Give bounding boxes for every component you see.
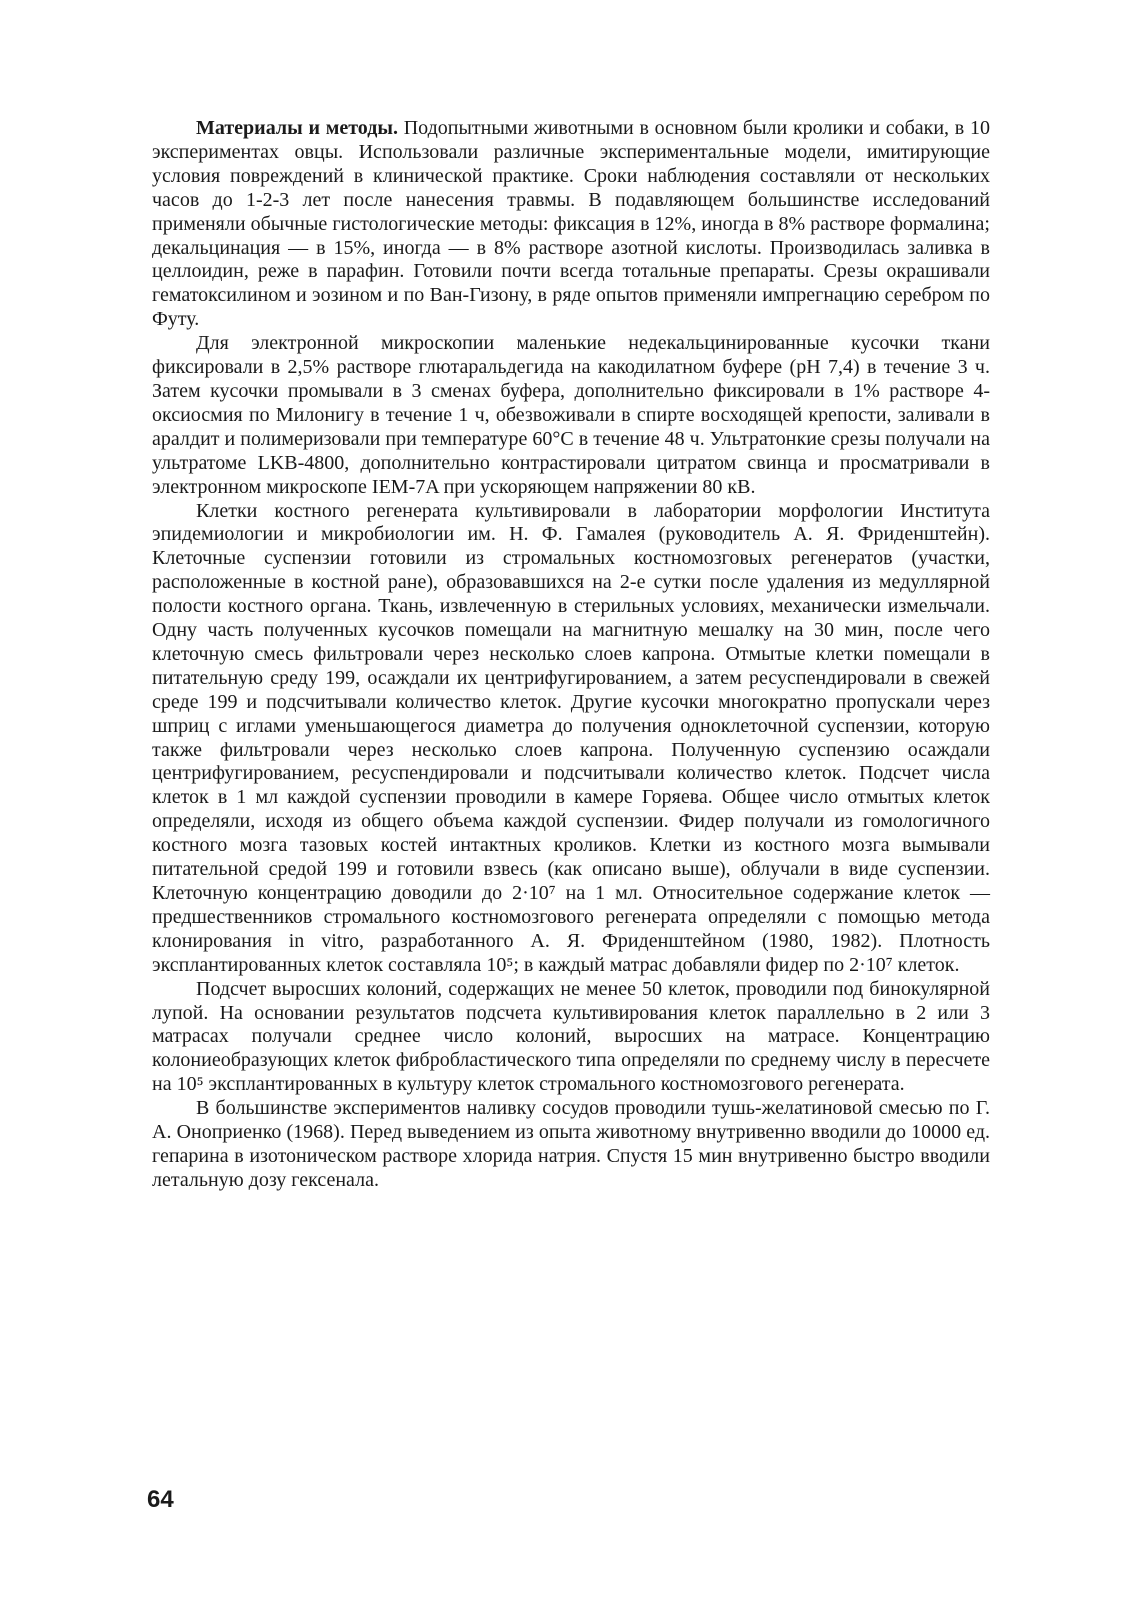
body-text — [152, 117, 990, 1193]
paragraph-cell-culture: Клетки костного регенерата культивировали в лаборатории морфологии Института эпидемиологии и микробиологии им. Н. Ф. Гамалея (руководитель А. Я. Фриденштейн). Клеточные суспензии готовили из стромальных костномозговых регенератов (участки, расположенные в костной ране), образовавшихся на 2-е сутки после удаления из медуллярной полости костного органа. Ткань, извлеченную в стерильных условиях, механически измельчали. Одну часть полученных кусочков помещали на магнитную мешалку на 30 мин, после чего клеточную смесь фильтровали через несколько слоев капрона. Отмытые клетки помещали в питательную среду 199, осаждали их центрифугированием, а затем ресуспендировали в свежей среде 199 и подсчитывали количество клеток. Другие кусочки многократно пропускали через шприц с иглами уменьшающегося диаметра до получения одноклеточной суспензии, которую также фильтровали через несколько слоев капрона. Полученную суспензию осаждали центрифугированием, ресуспендировали и подсчитывали количество клеток. Подсчет числа клеток в 1 мл каждой суспензии проводили в камере Горяева. Общее число отмытых клеток определяли, исходя из общего объема каждой суспензии. Фидер получали из гомологичного костного мозга тазовых костей интактных кроликов. Клетки из костного мозга вымывали питательной средой 199 и готовили взвесь (как описано выше), облучали в виде суспензии. Клеточную концентрацию доводили до 2·10⁷ на 1 мл. Относительное содержание клеток — предшественников стромального костномозгового регенерата определяли с помощью метода клонирования in vitro, разработанного А. Я. Фриденштейном (1980, 1982). Плотность эксплантированных клеток составляла 10⁵; в каждый матрас добавляли фидер по 2·10⁷ клеток. — [152, 499, 990, 976]
paragraph-materials-methods — [152, 117, 990, 332]
paragraph-text: Подопытными животными в основном были кролики и собаки, в 10 экспериментах овцы. Использовали различные экспериментальные модели, имитирующие условия повреждений в клинической практике. Сроки наблюдения составляли от нескольких часов до 1-2-3 лет после нанесения травмы. В подавляющем большинстве исследований применяли обычные гистологические методы: фиксация в 12%, иногда в 8% растворе формалина; декальцинация — в 15%, иногда — в 8% растворе азотной кислоты. Производилась заливка в целлоидин, реже в парафин. Готовили почти всегда тотальные препараты. Срезы окрашивали гематоксилином и эозином и по Ван-Гизону, в ряде опытов применяли импрегнацию серебром по Футу. — [152, 117, 990, 331]
paragraph-colony-count: Подсчет выросших колоний, содержащих не менее 50 клеток, проводили под бинокулярной лупой. На основании результатов подсчета культивирования клеток параллельно в 2 или 3 матрасах получали среднее число колоний, выросших на матрасе. Концентрацию колониеобразующих клеток фибробластического типа определяли по среднему числу в пересчете на 10⁵ эксплантированных в культуру клеток стромального костномозгового регенерата. — [152, 977, 990, 1096]
paragraph-vessel-injection: В большинстве экспериментов наливку сосудов проводили тушь-желатиновой смесью по Г. А. Оноприенко (1968). Перед выведением из опыта животному внутривенно вводили до 10000 ед. гепарина в изотоническом растворе хлорида натрия. Спустя 15 мин внутривенно быстро вводили летальную дозу гексенала. — [152, 1097, 990, 1191]
page-number: 64 — [147, 1486, 174, 1513]
section-lead-in: Материалы и методы. — [196, 117, 398, 139]
paragraph-electron-microscopy: Для электронной микроскопии маленькие недекальцинированные кусочки ткани фиксировали в 2,5% растворе глютаральдегида на какодилатном буфере (pH 7,4) в течение 3 ч. Затем кусочки промывали в 3 сменах буфера, дополнительно фиксировали в 1% растворе 4-оксиосмия по Милонигу в течение 1 ч, обезвоживали в спирте восходящей крепости, заливали в аралдит и полимеризовали при температуре 60°С в течение 48 ч. Ультратонкие срезы получали на ультратоме LKB-4800, дополнительно контрастировали цитратом свинца и просматривали в электронном микроскопе IEM-7A при ускоряющем напряжении 80 кВ. — [152, 332, 990, 498]
